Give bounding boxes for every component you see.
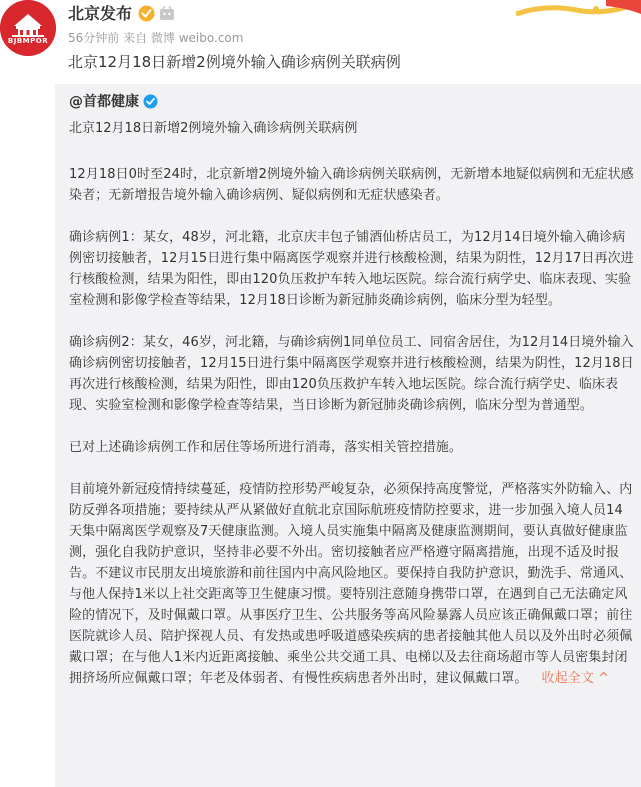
paragraph-case-1: 确诊病例1：某女，48岁，河北籍，北京庆丰包子铺酒仙桥店员工，为12月14日境外输入确诊病例密切接触者，12月15日进行集中隔离医学观察并进行核酸检测，结果为阴性，12月17日再次进行核酸检测，结果为阳性，即由120负压救护车转入地坛医院。综合流行病学史、临床表现、实验室检测和影像学检查等结果，12月18日诊断为新冠肺炎确诊病例，临床分型为轻型。 <box>69 230 634 308</box>
guidance-text: 目前境外新冠疫情持续蔓延，疫情防控形势严峻复杂，必须保持高度警觉，严格落实外防输入、内防反弹各项措施；要持续从严从紧做好直航北京国际航班疫情防控要求，进一步加强入境人员14天集中隔离医学观察及7天健康监测。入境人员实施集中隔离及健康监测期间，要认真做好健康监测，强化自我防护意识，坚持非必要不外出。密切接触者应严格遵守隔离措施，出现不适及时报告。不建议市民朋友出境旅游和前往国内中高风险地区。要保持自我防护意识，勤洗手、常通风、与他人保持1米以上社交距离等卫生健康习惯。要特别注意随身携带口罩，在遇到自己无法确定风险的情况下，及时佩戴口罩。从事医疗卫生、公共服务等高风险暴露人员应该正确佩戴口罩；前往医院就诊人员、陪护探视人员、有发热或患呼吸道感染疾病的患者接触其他人员以及外出时必须佩戴口罩；在与他人1米内近距离接触、乘坐公共交通工具、电梯以及去往商场超市等人员密集封闭拥挤场所应佩戴口罩；年老及体弱者、有慢性疾病患者外出时，建议佩戴口罩。 <box>69 482 633 686</box>
paragraph-summary: 12月18日0时至24时，北京新增2例境外输入确诊病例关联病例，无新增本地疑似病例和无症状感染者；无新增报告境外输入确诊病例、疑似病例和无症状感染者。 <box>69 167 634 203</box>
paragraph-case-2: 确诊病例2：某女，46岁，河北籍，与确诊病例1同单位员工、同宿舍居住，为12月14日境外输入确诊病例密切接触者，12月15日进行集中隔离医学观察并进行核酸检测，结果为阴性，12月18日再次进行核酸检测，结果为阳性，即由120负压救护车转入地坛医院。综合流行病学史、临床表现、实验室检测和影像学检查等结果，当日诊断为新冠肺炎确诊病例，临床分型为普通型。 <box>69 335 634 413</box>
vip-badge-icon <box>159 6 175 21</box>
post-title: 北京12月18日新增2例境外输入确诊病例关联病例 <box>68 53 401 71</box>
post-time[interactable]: 56分钟前 <box>68 31 120 45</box>
post-source: 来自 微博 weibo.com <box>123 31 244 45</box>
reposted-weibo <box>55 84 641 787</box>
paragraph-disinfection: 已对上述确诊病例工作和居住等场所进行消毒，落实相关管控措施。 <box>69 440 463 455</box>
avatar[interactable] <box>0 0 56 56</box>
paragraph-guidance <box>69 479 635 689</box>
tiananmen-logo-icon <box>0 0 56 56</box>
author-name[interactable]: 北京发布 <box>68 4 133 23</box>
repost-subtitle: 北京12月18日新增2例境外输入确诊病例关联病例 <box>69 121 358 136</box>
post-meta <box>68 30 243 46</box>
blue-verified-icon <box>143 94 158 109</box>
repost-author[interactable]: @首都健康 <box>69 94 139 110</box>
collapse-full-text-link[interactable]: 收起全文 ^ <box>541 671 610 686</box>
avatar-caption: BJBMPOR <box>7 37 49 45</box>
repost-body <box>69 164 635 710</box>
verified-icon <box>138 5 155 22</box>
post-header <box>0 0 641 95</box>
decoration-banner-icon <box>516 0 641 22</box>
